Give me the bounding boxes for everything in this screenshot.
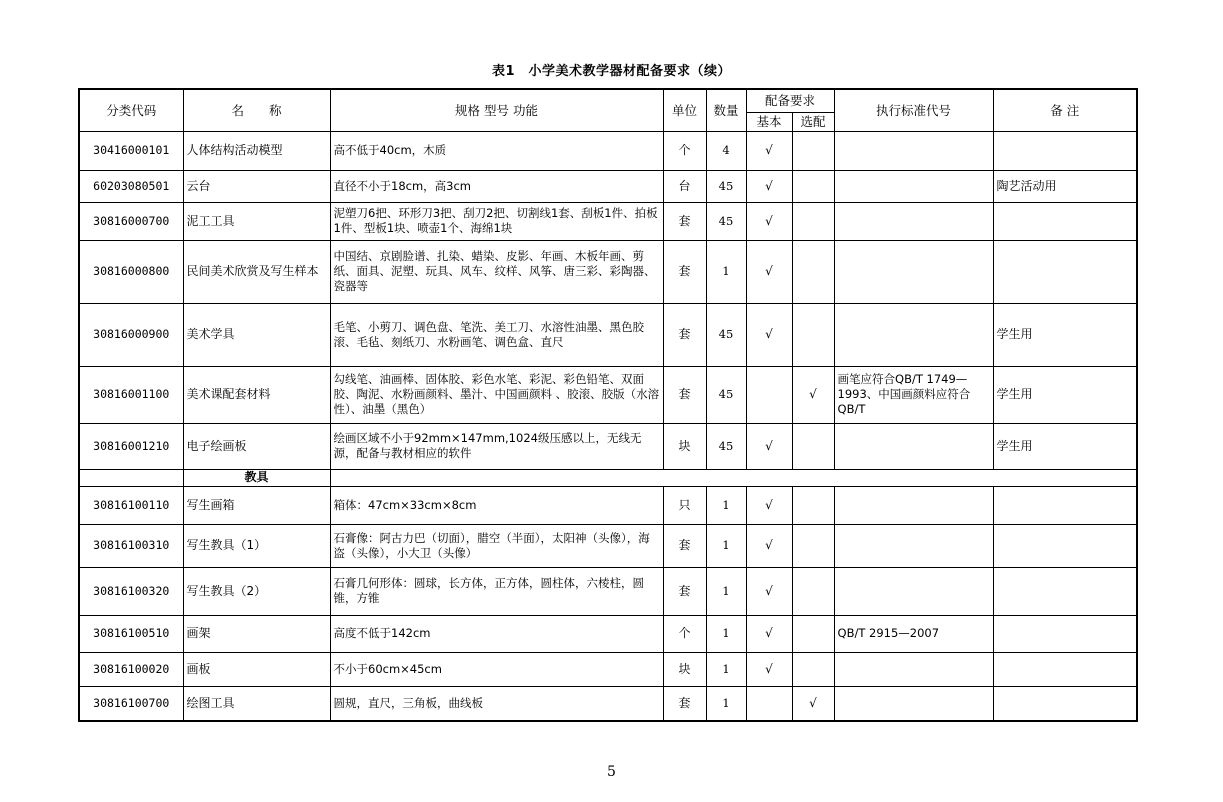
row-qty: 1 xyxy=(706,486,746,524)
row-spec: 中国结、京剧脸谱、扎染、蜡染、皮影、年画、木板年画、剪纸、面具、泥塑、玩具、风车、纹样、风筝、唐三彩、彩陶器、瓷器等 xyxy=(330,240,663,303)
row-note xyxy=(993,652,1137,686)
row-standard xyxy=(834,423,993,469)
row-standard xyxy=(834,652,993,686)
row-optional-check xyxy=(792,652,834,686)
header-code: 分类代码 xyxy=(79,89,183,131)
row-unit: 块 xyxy=(663,423,706,469)
table-row xyxy=(79,615,1137,652)
row-basic-check: √ xyxy=(746,202,792,240)
table-row xyxy=(79,686,1137,721)
row-standard xyxy=(834,202,993,240)
row-code: 30816100700 xyxy=(79,686,183,721)
row-optional-check xyxy=(792,423,834,469)
row-standard: QB/T 2915—2007 xyxy=(834,615,993,652)
row-qty: 1 xyxy=(706,615,746,652)
row-qty: 45 xyxy=(706,170,746,202)
row-optional-check xyxy=(792,303,834,366)
row-note xyxy=(993,240,1137,303)
row-basic-check: √ xyxy=(746,524,792,567)
row-basic-check: √ xyxy=(746,240,792,303)
row-qty: 1 xyxy=(706,686,746,721)
header-qty: 数量 xyxy=(706,89,746,131)
row-optional-check: √ xyxy=(792,686,834,721)
row-basic-check: √ xyxy=(746,486,792,524)
row-name: 民间美术欣赏及写生样本 xyxy=(183,240,330,303)
row-note: 学生用 xyxy=(993,423,1137,469)
row-unit: 只 xyxy=(663,486,706,524)
section-row xyxy=(79,469,1137,486)
row-name: 人体结构活动模型 xyxy=(183,131,330,170)
row-optional-check xyxy=(792,486,834,524)
row-qty: 45 xyxy=(706,423,746,469)
row-standard xyxy=(834,524,993,567)
row-basic-check: √ xyxy=(746,652,792,686)
row-note xyxy=(993,524,1137,567)
row-unit: 套 xyxy=(663,303,706,366)
row-basic-check: √ xyxy=(746,303,792,366)
row-code: 30816100110 xyxy=(79,486,183,524)
equipment-table xyxy=(78,88,1138,722)
row-spec: 箱体：47cm×33cm×8cm xyxy=(330,486,663,524)
section-label: 教具 xyxy=(183,469,330,486)
row-optional-check xyxy=(792,131,834,170)
row-spec: 石膏几何形体：圆球，长方体，正方体，圆柱体，六棱柱，圆锥，方锥 xyxy=(330,567,663,615)
row-optional-check xyxy=(792,615,834,652)
row-unit: 套 xyxy=(663,524,706,567)
table-row xyxy=(79,366,1137,423)
row-note xyxy=(993,202,1137,240)
table-caption: 表1 小学美术教学器材配备要求（续） xyxy=(491,64,732,79)
row-qty: 1 xyxy=(706,240,746,303)
row-basic-check: √ xyxy=(746,423,792,469)
row-code: 30416000101 xyxy=(79,131,183,170)
row-name: 云台 xyxy=(183,170,330,202)
section-blank xyxy=(330,469,1137,486)
row-qty: 45 xyxy=(706,202,746,240)
row-qty: 45 xyxy=(706,303,746,366)
row-qty: 4 xyxy=(706,131,746,170)
row-name: 画架 xyxy=(183,615,330,652)
row-optional-check xyxy=(792,202,834,240)
row-basic-check: √ xyxy=(746,615,792,652)
table-row xyxy=(79,170,1137,202)
row-qty: 1 xyxy=(706,652,746,686)
header-optional: 选配 xyxy=(792,112,834,131)
header-basic: 基本 xyxy=(746,112,792,131)
row-note: 陶艺活动用 xyxy=(993,170,1137,202)
table-row xyxy=(79,303,1137,366)
page-number: 5 xyxy=(607,764,616,780)
row-unit: 套 xyxy=(663,686,706,721)
row-standard xyxy=(834,131,993,170)
header-requirement: 配备要求 xyxy=(746,89,834,112)
row-unit: 个 xyxy=(663,615,706,652)
row-unit: 个 xyxy=(663,131,706,170)
row-spec: 直径不小于18cm，高3cm xyxy=(330,170,663,202)
row-standard: 画笔应符合QB/T 1749—1993、中国画颜料应符合QB/T xyxy=(834,366,993,423)
row-code: 30816001210 xyxy=(79,423,183,469)
row-code: 30816100020 xyxy=(79,652,183,686)
row-spec: 毛笔、小剪刀、调色盘、笔洗、美工刀、水溶性油墨、黑色胶滚、毛毡、刻纸刀、水粉画笔、调色盒、直尺 xyxy=(330,303,663,366)
row-code: 30816100310 xyxy=(79,524,183,567)
row-name: 画板 xyxy=(183,652,330,686)
row-spec: 高不低于40cm，木质 xyxy=(330,131,663,170)
row-note xyxy=(993,486,1137,524)
header-standard: 执行标准代号 xyxy=(834,89,993,131)
row-unit: 套 xyxy=(663,240,706,303)
row-unit: 块 xyxy=(663,652,706,686)
row-optional-check xyxy=(792,567,834,615)
row-standard xyxy=(834,486,993,524)
row-basic-check: √ xyxy=(746,567,792,615)
row-spec: 石膏像：阿古力巴（切面），腊空（半面），太阳神（头像），海盗（头像），小大卫（头像） xyxy=(330,524,663,567)
row-basic-check: √ xyxy=(746,170,792,202)
table-row xyxy=(79,524,1137,567)
row-note: 学生用 xyxy=(993,303,1137,366)
row-code: 30816100510 xyxy=(79,615,183,652)
row-basic-check xyxy=(746,366,792,423)
row-code: 30816000700 xyxy=(79,202,183,240)
row-qty: 1 xyxy=(706,567,746,615)
table-row xyxy=(79,652,1137,686)
section-spacer xyxy=(79,469,183,486)
row-standard xyxy=(834,240,993,303)
row-note xyxy=(993,131,1137,170)
row-code: 30816001100 xyxy=(79,366,183,423)
row-standard xyxy=(834,567,993,615)
row-name: 美术课配套材料 xyxy=(183,366,330,423)
header-note: 备 注 xyxy=(993,89,1137,131)
row-unit: 套 xyxy=(663,366,706,423)
row-qty: 45 xyxy=(706,366,746,423)
row-code: 60203080501 xyxy=(79,170,183,202)
row-note xyxy=(993,686,1137,721)
table-row xyxy=(79,240,1137,303)
table-row xyxy=(79,486,1137,524)
row-optional-check: √ xyxy=(792,366,834,423)
row-basic-check xyxy=(746,686,792,721)
row-optional-check xyxy=(792,170,834,202)
row-optional-check xyxy=(792,524,834,567)
row-standard xyxy=(834,303,993,366)
row-optional-check xyxy=(792,240,834,303)
row-qty: 1 xyxy=(706,524,746,567)
row-standard xyxy=(834,686,993,721)
table-row xyxy=(79,567,1137,615)
row-name: 写生教具（1） xyxy=(183,524,330,567)
row-note: 学生用 xyxy=(993,366,1137,423)
row-name: 写生画箱 xyxy=(183,486,330,524)
row-unit: 台 xyxy=(663,170,706,202)
row-code: 30816000800 xyxy=(79,240,183,303)
header-unit: 单位 xyxy=(663,89,706,131)
row-note xyxy=(993,567,1137,615)
row-name: 电子绘画板 xyxy=(183,423,330,469)
table-row xyxy=(79,131,1137,170)
row-unit: 套 xyxy=(663,202,706,240)
row-spec: 泥塑刀6把、环形刀3把、刮刀2把、切割线1套、刮板1件、拍板1件、型板1块、喷壶1个、海绵1块 xyxy=(330,202,663,240)
row-spec: 绘画区域不小于92mm×147mm,1024级压感以上，无线无源，配备与教材相应的软件 xyxy=(330,423,663,469)
row-spec: 高度不低于142cm xyxy=(330,615,663,652)
row-spec: 不小于60cm×45cm xyxy=(330,652,663,686)
row-note xyxy=(993,615,1137,652)
table-row xyxy=(79,202,1137,240)
table-row xyxy=(79,423,1137,469)
row-standard xyxy=(834,170,993,202)
row-basic-check: √ xyxy=(746,131,792,170)
header-spec: 规格 型号 功能 xyxy=(330,89,663,131)
row-spec: 圆规，直尺，三角板，曲线板 xyxy=(330,686,663,721)
row-name: 泥工工具 xyxy=(183,202,330,240)
row-unit: 套 xyxy=(663,567,706,615)
row-code: 30816000900 xyxy=(79,303,183,366)
header-name: 名 称 xyxy=(183,89,330,131)
row-name: 写生教具（2） xyxy=(183,567,330,615)
row-name: 美术学具 xyxy=(183,303,330,366)
row-spec: 勾线笔、油画棒、固体胶、彩色水笔、彩泥、彩色铅笔、双面胶、陶泥、水粉画颜料、墨汁、中国画颜料 、胶滚、胶版（水溶性）、油墨（黑色） xyxy=(330,366,663,423)
row-name: 绘图工具 xyxy=(183,686,330,721)
row-code: 30816100320 xyxy=(79,567,183,615)
